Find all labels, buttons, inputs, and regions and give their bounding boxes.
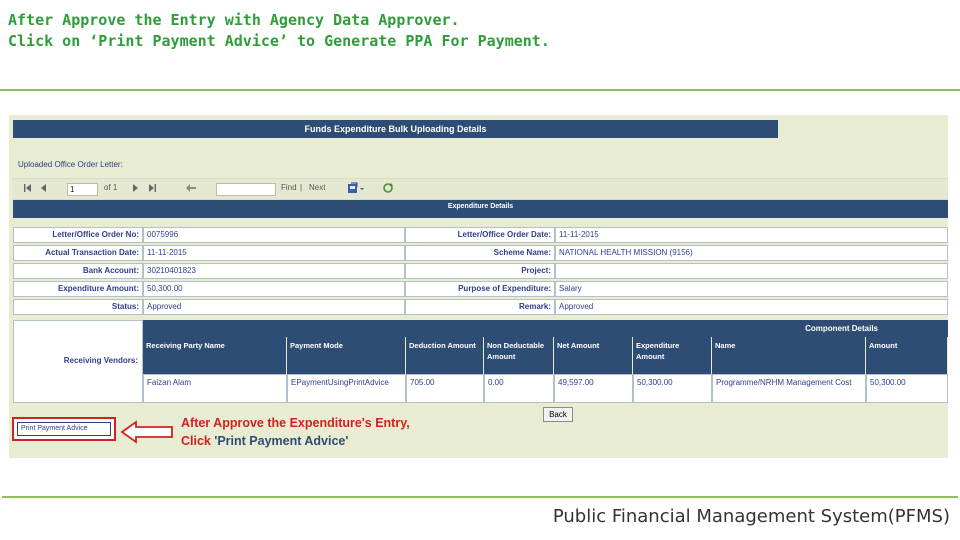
detail-label: Bank Account: — [13, 263, 143, 279]
detail-value: 0075996 — [143, 227, 405, 243]
next-page-icon[interactable] — [130, 183, 140, 195]
column-header-component-name: Name — [712, 337, 866, 374]
expenditure-details-bar: Expenditure Details — [13, 200, 948, 218]
detail-value: 50,300.00 — [143, 281, 405, 297]
back-icon[interactable] — [185, 183, 197, 195]
detail-row — [13, 263, 948, 279]
detail-value: NATIONAL HEALTH MISSION (9156) — [555, 245, 948, 261]
detail-value: Salary — [555, 281, 948, 297]
export-icon[interactable] — [347, 182, 367, 196]
detail-label: Actual Transaction Date: — [13, 245, 143, 261]
uploaded-office-order-label: Uploaded Office Order Letter: — [18, 160, 123, 169]
cell-non-deductable-amount: 0.00 — [484, 374, 554, 403]
detail-value — [555, 263, 948, 279]
detail-row — [13, 245, 948, 261]
detail-label: Status: — [13, 299, 143, 315]
top-divider — [0, 89, 960, 91]
annotation-line-1: After Approve the Expenditure's Entry, — [181, 416, 410, 430]
column-header-receiving-party-name: Receiving Party Name — [143, 337, 287, 374]
find-input[interactable] — [216, 183, 276, 196]
slide-title-line-2: Click on ‘Print Payment Advice’ to Generate PPA For Payment. — [8, 32, 550, 50]
bottom-divider — [2, 496, 958, 498]
slide-title-line-1: After Approve the Entry with Agency Data Approver. — [8, 11, 460, 29]
detail-value: 11-11-2015 — [143, 245, 405, 261]
page-header: Funds Expenditure Bulk Uploading Details — [13, 120, 778, 138]
first-page-icon[interactable] — [23, 183, 33, 195]
detail-label: Expenditure Amount: — [13, 281, 143, 297]
component-details-title: Component Details — [143, 320, 948, 337]
detail-label: Remark: — [405, 299, 555, 315]
prev-page-icon[interactable] — [39, 183, 49, 195]
cell-deduction-amount: 705.00 — [406, 374, 484, 403]
report-toolbar — [13, 178, 948, 200]
detail-row — [13, 281, 948, 297]
annotation-line-2 — [181, 432, 410, 450]
column-header-payment-mode: Payment Mode — [287, 337, 406, 374]
back-button[interactable]: Back — [543, 407, 573, 422]
detail-label: Purpose of Expenditure: — [405, 281, 555, 297]
pfms-screenshot-panel — [9, 115, 948, 458]
detail-value: 11-11-2015 — [555, 227, 948, 243]
column-header-non-deductable-amount: Non Deductable Amount — [484, 337, 554, 374]
annotation-note — [181, 414, 410, 450]
annotation-click-word: Click — [181, 434, 215, 448]
page-count-label: of 1 — [104, 183, 118, 192]
print-payment-advice-highlight — [12, 417, 116, 441]
cell-expenditure-amount: 50,300.00 — [633, 374, 712, 403]
cell-component-name: Programme/NRHM Management Cost — [712, 374, 866, 403]
detail-value: Approved — [143, 299, 405, 315]
find-link[interactable]: Find — [281, 183, 297, 192]
detail-label: Project: — [405, 263, 555, 279]
cell-payment-mode: EPaymentUsingPrintAdvice — [287, 374, 406, 403]
column-header-net-amount: Net Amount — [554, 337, 633, 374]
annotation-quoted-label: 'Print Payment Advice' — [214, 434, 349, 448]
print-payment-advice-button[interactable]: Print Payment Advice — [17, 422, 111, 436]
detail-value: Approved — [555, 299, 948, 315]
detail-row — [13, 227, 948, 243]
detail-row — [13, 299, 948, 315]
column-header-component-amount: Amount — [866, 337, 948, 374]
refresh-icon[interactable] — [382, 182, 394, 196]
detail-value: 30210401823 — [143, 263, 405, 279]
column-header-deduction-amount: Deduction Amount — [406, 337, 484, 374]
receiving-vendors-label: Receiving Vendors: — [13, 320, 143, 403]
detail-label: Letter/Office Order Date: — [405, 227, 555, 243]
slide-title — [8, 10, 948, 52]
next-link[interactable]: Next — [309, 183, 326, 192]
cell-component-amount: 50,300.00 — [866, 374, 948, 403]
red-arrow-icon — [120, 420, 174, 444]
detail-label: Letter/Office Order No: — [13, 227, 143, 243]
last-page-icon[interactable] — [147, 183, 157, 195]
column-header-expenditure-amount: Expenditure Amount — [633, 337, 712, 374]
receiving-vendors-section — [13, 320, 948, 403]
page-number-input[interactable]: 1 — [67, 183, 98, 196]
cell-receiving-party-name: Faizan Alam — [143, 374, 287, 403]
footer-brand: Public Financial Management System(PFMS) — [552, 506, 950, 527]
find-separator: | — [300, 183, 303, 192]
detail-label: Scheme Name: — [405, 245, 555, 261]
cell-net-amount: 49,597.00 — [554, 374, 633, 403]
